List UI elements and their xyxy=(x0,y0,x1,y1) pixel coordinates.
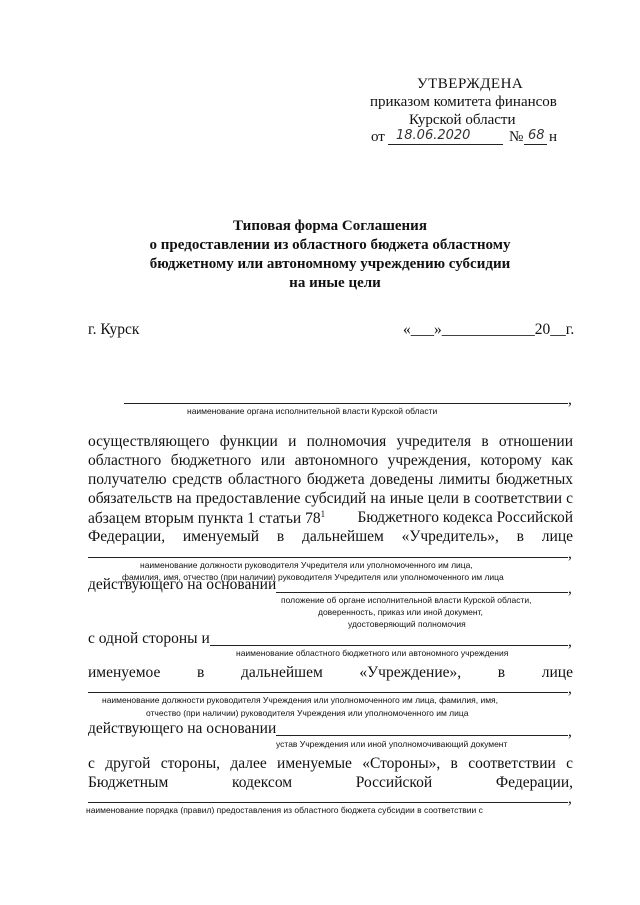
date-prefix: от xyxy=(371,129,385,145)
organ-name-caption: наименование органа исполнительной власти Курской области xyxy=(187,406,438,416)
basis-caption-1: положение об органе исполнительной власти Курской области, xyxy=(281,595,532,605)
title-line-2: о предоставлении из областного бюджета областному xyxy=(149,237,511,253)
order-line-1: приказом комитета финансов xyxy=(370,94,557,110)
procedure-caption: наименование порядка (правил) предоставления из областного бюджета субсидии в соответствии с xyxy=(86,805,483,815)
city: г. Курск xyxy=(88,321,140,338)
number-suffix: н xyxy=(549,129,558,145)
body-line: обязательств на предоставление субсидий на иные цели в соответствии с xyxy=(88,490,573,507)
one-side-label: с одной стороны и xyxy=(88,630,210,647)
order-line-2: Курской области xyxy=(409,112,516,128)
order-date: 18.06.2020 xyxy=(396,128,471,143)
order-number: 68 xyxy=(528,128,545,143)
basis-caption-2: доверенность, приказ или иной документ, xyxy=(318,607,483,617)
procedure-line xyxy=(88,802,568,803)
number-underline xyxy=(524,144,547,145)
founder-basis-line xyxy=(276,592,568,593)
institution-caption: наименование областного бюджетного или автономного учреждения xyxy=(236,648,509,658)
acting-basis-label: действующего на основании xyxy=(88,576,277,593)
title-line-1: Типовая форма Соглашения xyxy=(233,218,427,234)
title-line-3: бюджетному или автономному учреждению субсидии xyxy=(149,256,511,272)
acting-basis-label-2: действующего на основании xyxy=(88,720,277,737)
charter-caption: устав Учреждения или иной уполномочивающий документ xyxy=(276,739,508,749)
approved-label: УТВЕРЖДЕНА xyxy=(417,76,524,92)
institution-head-caption-2: отчество (при наличии) руководителя Учреждения или уполномоченного им лица xyxy=(146,708,469,718)
comma: , xyxy=(568,723,572,740)
body-line: областного бюджетного или автономного учреждения, которому как xyxy=(88,452,573,469)
institution-head-line xyxy=(88,692,568,693)
number-prefix: № xyxy=(509,129,524,145)
founder-head-caption-2: фамилия, имя, отчество (при наличии) руководителя Учредителя или уполномоченного им лица xyxy=(122,572,504,582)
body-line: осуществляющего функции и полномочия учредителя в отношении xyxy=(88,433,573,450)
comma: , xyxy=(568,790,572,807)
institution-head-caption-1: наименование должности руководителя Учреждения или уполномоченного им лица, фамилия, имя, xyxy=(102,695,499,705)
institution-basis-line xyxy=(276,735,568,736)
date-underline xyxy=(388,144,503,145)
title-line-4: на иные цели xyxy=(289,275,381,291)
organ-name-line xyxy=(124,403,568,404)
founder-head-line xyxy=(88,557,568,558)
founder-head-caption-1: наименование должности руководителя Учредителя или уполномоченного им лица, xyxy=(140,560,473,570)
comma: , xyxy=(568,580,572,597)
body-line: абзацем вторым пункта 1 статьи $78^1$ Бюджетного кодекса Российской xyxy=(88,509,573,528)
body-line: именуемое в дальнейшем «Учреждение», в лице xyxy=(88,664,573,681)
comma: , xyxy=(568,545,572,562)
comma: , xyxy=(568,391,572,408)
comma: , xyxy=(568,633,572,650)
body-line: с другой стороны, далее именуемые «Стороны», в соответствии с xyxy=(88,755,573,772)
body-line: Федерации, именуемый в дальнейшем «Учредитель», в лице xyxy=(88,528,573,545)
body-line: Бюджетным кодексом Российской Федерации, xyxy=(88,774,573,791)
agreement-date-field: «___»____________20__г. xyxy=(403,321,575,338)
basis-caption-3: удостоверяющий полномочия xyxy=(348,619,466,629)
comma: , xyxy=(568,680,572,697)
institution-name-line xyxy=(210,645,568,646)
body-line: получателю средств областного бюджета доведены лимиты бюджетных xyxy=(88,471,573,488)
